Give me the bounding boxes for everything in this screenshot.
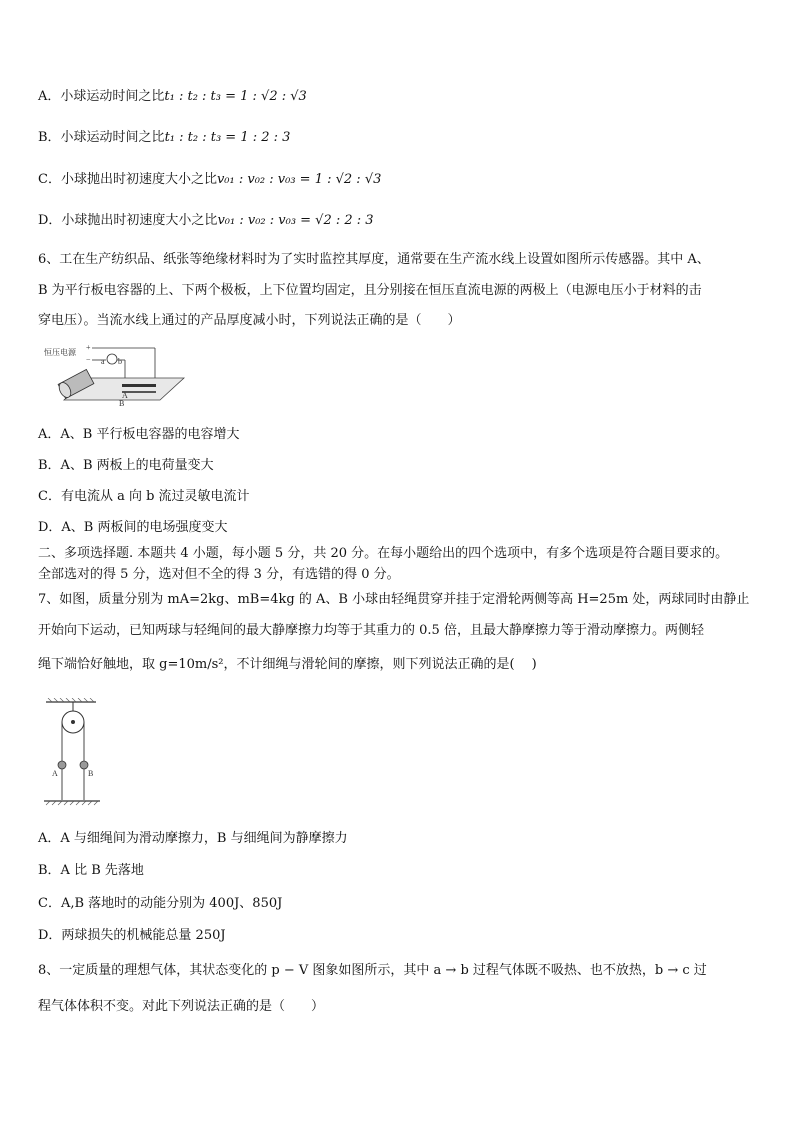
label-b: b: [118, 357, 122, 366]
label-ball-b: B: [88, 769, 94, 778]
power-supply-label: 恒压电源: [44, 348, 76, 357]
q7-option-c: C．A,B 落地时的动能分别为 400J、850J: [38, 896, 283, 911]
q8-stem-line-1: 8、一定质量的理想气体，其状态变化的 p − V 图象如图所示，其中 a → b 过程气体既不吸热、也不放热，b → c 过: [38, 963, 707, 978]
q7-stem-line-1: 7、如图，质量分别为 mA=2kg、mB=4kg 的 A、B 小球由轻绳贯穿并挂于定滑轮两侧等高 H=25m 处，两球同时由静止: [38, 592, 750, 607]
label-plate-b: B: [119, 399, 125, 408]
q8-stem-line-2: 程气体体积不变。对此下列说法正确的是（ ）: [38, 999, 325, 1014]
label-a: a: [101, 357, 105, 366]
plate-a: [122, 384, 156, 387]
q7-option-a: A．A 与细绳间为滑动摩擦力，B 与细绳间为静摩擦力: [38, 831, 348, 846]
q6-stem-line-2: B 为平行板电容器的上、下两个极板，上下位置均固定，且分别接在恒压直流电源的两极上（电源电压小于材料的击: [38, 283, 702, 298]
q6-option-c: C．有电流从 a 向 b 流过灵敏电流计: [38, 489, 250, 504]
ball-b: [80, 761, 88, 769]
q7-option-d: D．两球损失的机械能总量 250J: [38, 928, 226, 943]
q6-option-a: A．A、B 平行板电容器的电容增大: [38, 427, 240, 442]
section-2-instructions-line-1: 二、多项选择题. 本题共 4 小题，每小题 5 分，共 20 分。在每小题给出的四个选项中，有多个选项是符合题目要求的。: [38, 546, 729, 561]
q5-option-d: [38, 212, 374, 230]
q7-stem-line-3: 绳下端恰好触地，取 g=10m/s²，不计细绳与滑轮间的摩擦，则下列说法正确的是( ): [38, 657, 537, 672]
q7-stem-line-2: 开始向下运动，已知两球与轻绳间的最大静摩擦力均等于其重力的 0.5 倍，且最大静摩擦力等于滑动摩擦力。两侧轻: [38, 623, 704, 638]
ball-a: [58, 761, 66, 769]
q5-option-a-label: A．小球运动时间之比: [38, 89, 165, 104]
q5-option-b-formula: t₁ : t₂ : t₃ = 1 : 2 : 3: [164, 130, 291, 145]
q7-option-b: B．A 比 B 先落地: [38, 863, 144, 878]
label-plate-a: A: [122, 391, 128, 400]
q6-option-b: B．A、B 两板上的电荷量变大: [38, 458, 214, 473]
q5-option-a: [38, 88, 307, 106]
q5-option-d-label: D．小球抛出时初速度大小之比: [38, 213, 218, 228]
q5-option-a-formula: t₁ : t₂ : t₃ = 1 : √2 : √3: [164, 89, 307, 104]
q6-capacitor-figure: [42, 342, 187, 412]
q5-option-b: [38, 129, 290, 147]
q6-stem-line-1: 6、工在生产纺织品、纸张等绝缘材料时为了实时监控其厚度，通常要在生产流水线上设置如图所示传感器。其中 A、: [38, 252, 710, 267]
minus-sign: −: [86, 355, 91, 364]
q5-option-c: [38, 171, 381, 189]
galvanometer-icon: [107, 354, 117, 364]
q6-stem-line-3: 穿电压）。当流水线上通过的产品厚度减小时，下列说法正确的是（ ）: [38, 313, 461, 328]
q5-option-c-label: C．小球抛出时初速度大小之比: [38, 172, 217, 187]
q5-option-d-formula: v₀₁ : v₀₂ : v₀₃ = √2 : 2 : 3: [217, 213, 374, 228]
q5-option-b-label: B．小球运动时间之比: [38, 130, 165, 145]
q7-pulley-figure: [42, 698, 102, 808]
plus-sign: +: [86, 343, 91, 352]
q5-option-c-formula: v₀₁ : v₀₂ : v₀₃ = 1 : √2 : √3: [216, 172, 382, 187]
label-ball-a: A: [52, 769, 58, 778]
q6-option-d: D．A、B 两板间的电场强度变大: [38, 520, 228, 535]
section-2-instructions-line-2: 全部选对的得 5 分，选对但不全的得 3 分，有选错的得 0 分。: [38, 567, 400, 582]
